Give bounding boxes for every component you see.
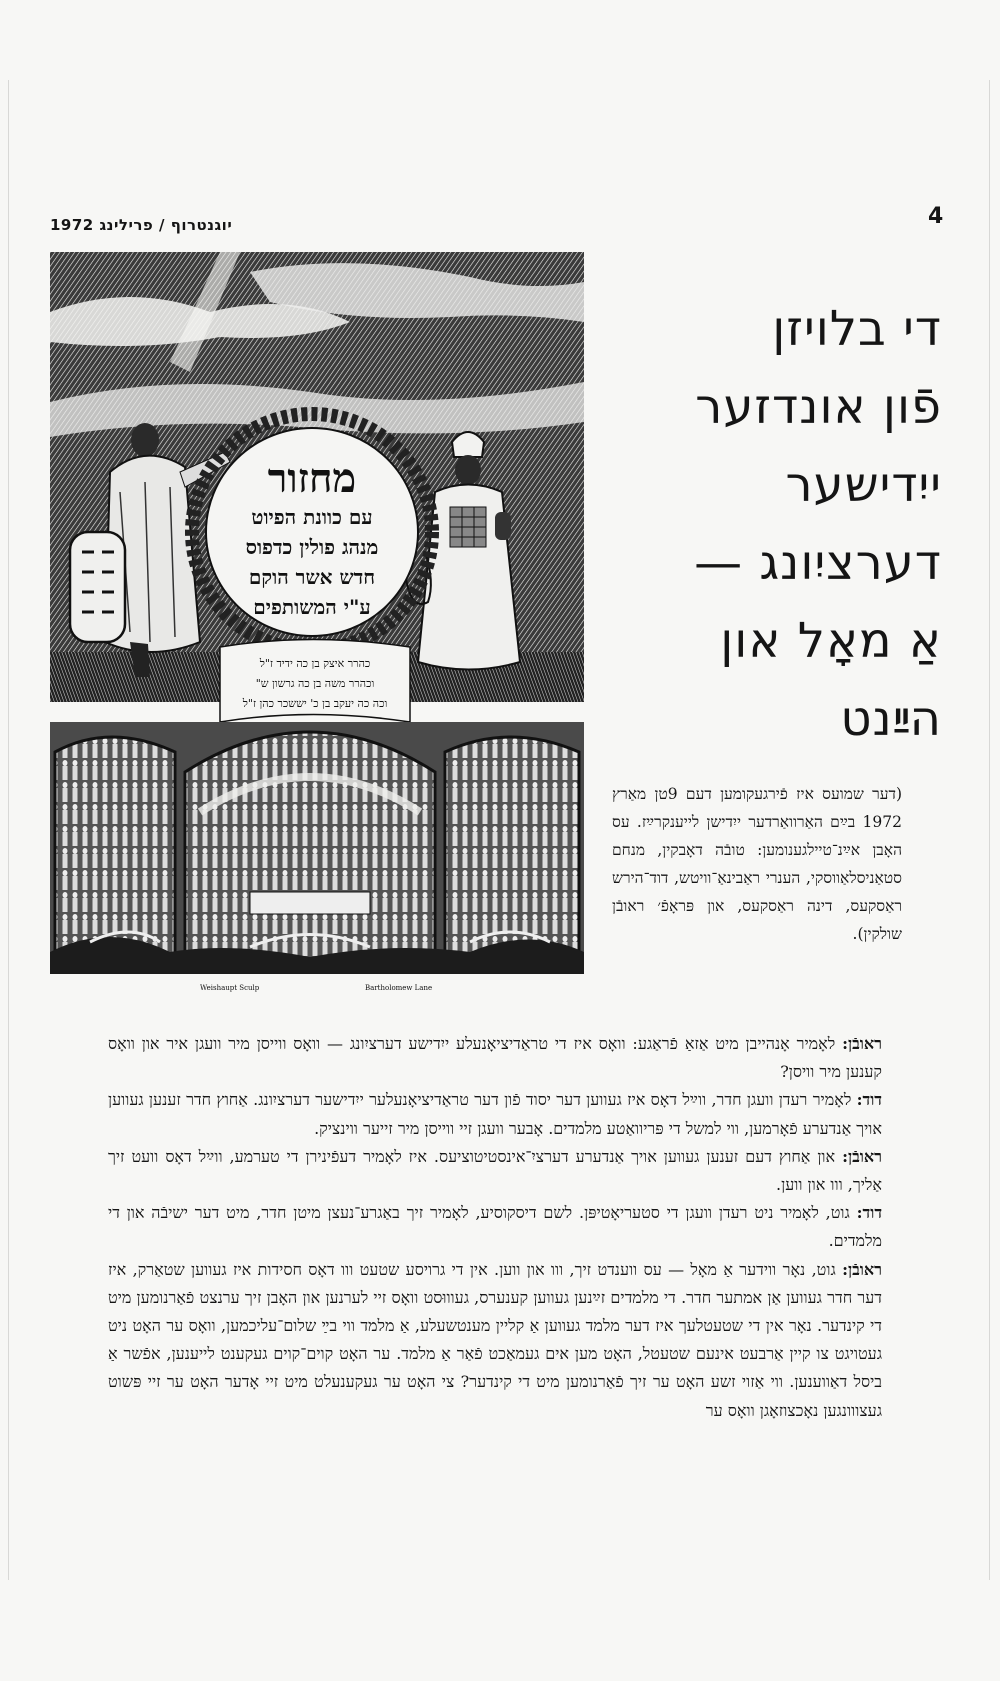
cartouche-line: מנהג פולין כדפוס xyxy=(245,535,379,559)
arch-scene-center xyxy=(185,732,435,967)
title-line: הײַנט xyxy=(840,691,942,747)
speaker-name: ראובֿן: xyxy=(842,1259,882,1279)
cartouche-line: חדש אשר הוקם xyxy=(248,565,376,589)
engraver-credit-right: Bartholomew Lane xyxy=(365,984,433,992)
speaker-name: ראובֿן: xyxy=(842,1146,882,1166)
speech-text: גוט, לאָמיר ניט רעדן וועגן די סטעריאָטיפּן. לשם דיסקוסיע, לאָמיר זיך באַגרע־נעצן מיטן חדר, מיט דער ישיבֿה און די מלמדים. xyxy=(108,1203,882,1251)
ribbon-banner xyxy=(220,640,410,723)
cartouche-line: עם כוונת הפיוט xyxy=(251,505,373,529)
article-title xyxy=(612,290,942,758)
engraving-illustration xyxy=(50,252,584,997)
speech-text: לאָמיר רעדן וועגן חדר, ווײַל דאָס איז געווען דער יסוד פֿון דער טראַדיציאָנעלער ייִדישער דערציִונג. אַחוץ חדר זענען געווען אויך אַנדערע פֿאָרמען, ווי למשל די פּריוואַטע מלמדים. אָבער וועגן זיי ווייסן מיר זייער ווינציק. xyxy=(108,1090,882,1138)
speech-turn xyxy=(108,1199,882,1255)
speech-turn xyxy=(108,1030,882,1086)
ribbon-line: וכהרר משה בן כה גרשון ש" xyxy=(255,677,375,690)
engraver-credit-left: Weishaupt Sculp xyxy=(200,984,260,992)
speaker-name: דוד: xyxy=(856,1090,882,1110)
editorial-note: (דער שמועס איז פֿירגעקומען דעם 9טן מאַרץ 1972 בײַם האַרוואַרדער ייִדישן לייענקרײַז. עס האָבן אײַנ־טיילגענומען: טובֿה דאָבקין, מנחם סטאַניסלאַווסקי, הענרי ראַבינאַ־וויטש, דוד־הירש ראַסקעס, דינה ראַסקעס, און פּראָפֿ׳ ראובֿן שולקין). xyxy=(612,785,903,943)
speech-text: און אַחוץ דעם זענען געווען אויך אַנדערע דערציִ־אינסטיטוציעס. איז לאָמיר דעפֿינירן די טערמע, ווײַל דאָס וועט זיך אַליך, ווו און ווען. xyxy=(108,1146,882,1195)
speech-text: גוט, נאָר ווידער אַ מאָל — עס ווענדט זיך, ווו און ווען. אין די גרויסע שטעט ווו דאָס חסידות איז געווען שטאַרק, איז דער חדר געווען אַן אמתער חדר. די מלמדים זײַנען געווען קענערס, געוווּסט וואָס זיי לערנען און האָבן זיך ערנצט פֿאַרנומען מיט די קינדער. נאָר אין די שטעטלעך איז דער מלמד געווען אַ קליין מענטשעלע, אַ מלמד ווי בײַ שלום־עליכמען, וואָס ער האָט ניט געטויגט צו קיין אַרבעט אינעם שטעטל, האָט מען אים געמאַכט פֿאַר אַ מלמד. ער האָט קוים־קוים געקענט לייענען, אפֿשר אַ ביסל דאַווענען. ווי אַזוי זשע האָט ער זיך פֿאַרנומען מיט די קינדער? צי האָט ער געקענעלט מיט זיי אָדער האָט ער זיי פּשוט געצווונגען נאָכצוזאָגן וואָס ער xyxy=(108,1259,882,1420)
speech-text: לאָמיר אָנהייבן מיט אַזאַ פֿראַגע: וואָס איז די טראַדיציאָנעלע ייִדישע דערציִונג — וואָס ווייסן מיר וועגן איר און וואָס קענען מיר וויסן? xyxy=(108,1034,882,1082)
page-edge xyxy=(989,80,990,1580)
title-line: די בלויזן xyxy=(772,301,942,357)
speaker-name: דוד: xyxy=(856,1203,883,1223)
ribbon-line: כהרר איצק בן כה ידיד ז"ל xyxy=(259,657,371,670)
cartouche-line: ע"י המשותפים xyxy=(253,595,371,619)
title-line: אַ מאָל און xyxy=(720,613,942,669)
speaker-name: ראובֿן: xyxy=(842,1034,882,1053)
speech-turn xyxy=(108,1086,882,1142)
title-line: ייִדישער xyxy=(785,457,942,513)
page-number: 4 xyxy=(928,204,944,229)
page-edge xyxy=(8,80,9,1580)
lower-scenes xyxy=(50,722,584,974)
speech-turn xyxy=(108,1256,882,1425)
ribbon-line: וכה כה יעקב בן כ' יששכר כהן ז"ל xyxy=(242,697,388,710)
title-line: פֿון אונדזער xyxy=(695,379,942,435)
speech-turn xyxy=(108,1143,882,1199)
dialogue-transcript xyxy=(108,1030,882,1425)
title-line: דערציִונג — xyxy=(694,535,942,591)
running-head: יוגנטרוף / פרילינג 1972 xyxy=(50,216,233,234)
cartouche-line: מחזור xyxy=(267,455,357,502)
